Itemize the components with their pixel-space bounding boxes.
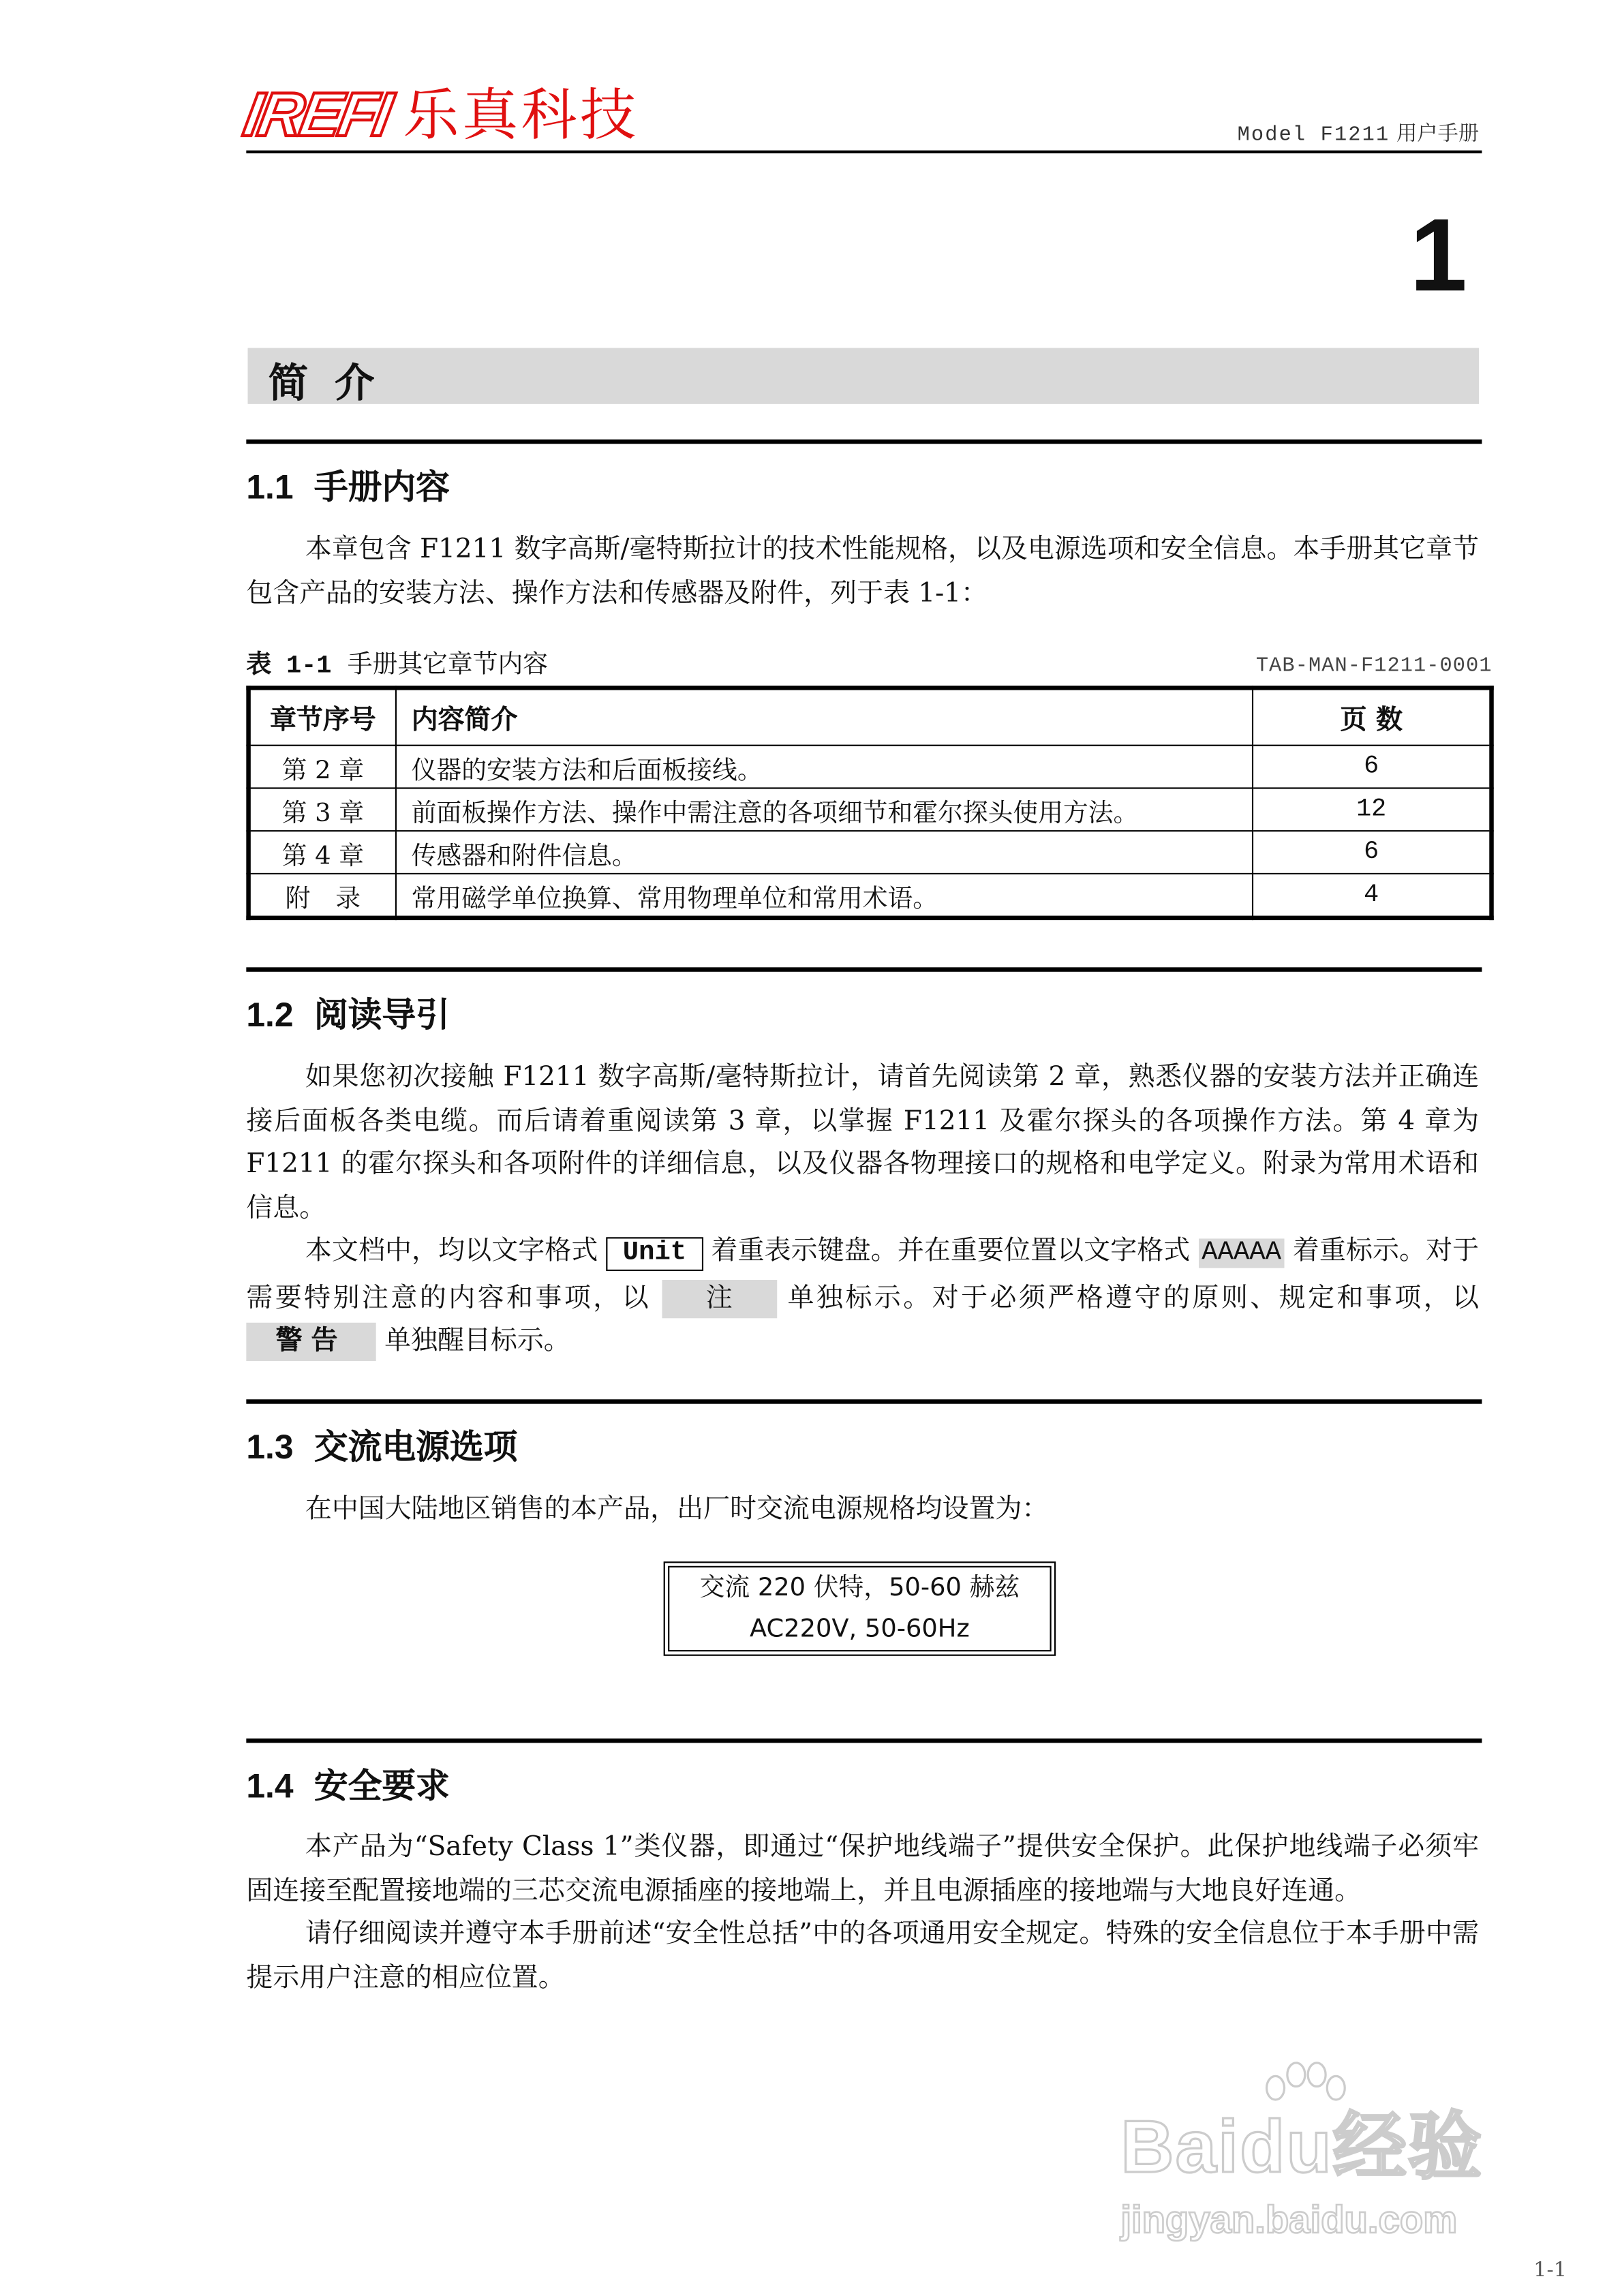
section-1-1-body [246,528,1479,615]
section-heading-1-4 [246,1764,450,1809]
company-logo [239,79,639,149]
paragraph [246,1229,1479,1363]
section-1-2-body [246,1056,1479,1363]
cell-chapter: 第 2 章 [249,746,396,789]
table-number: 表 1-1 [246,653,332,682]
table-row [249,746,1492,789]
watermark-brand: Baidu经验 [1120,2105,1484,2188]
running-header [1238,118,1480,147]
section-heading-1-2 [246,992,450,1038]
section-number: 1.2 [246,995,294,1034]
cell-summary: 传感器和附件信息。 [396,831,1253,874]
section-divider [246,1399,1482,1403]
cell-pages: 6 [1253,746,1492,789]
section-title: 交流电源选项 [313,1428,518,1467]
text: 着重标示。对于需要特别注意的内容和事项，以 [246,1236,1480,1313]
watermark-url: jingyan.baidu.com [1120,2196,1458,2241]
highlight-format-sample: AAAAA [1199,1238,1285,1268]
cell-pages: 4 [1253,874,1492,918]
cell-chapter: 附 录 [249,874,396,918]
manual-label: 用户手册 [1396,122,1480,147]
section-1-3-body [246,1488,1479,1531]
cell-summary: 常用磁学单位换算、常用物理单位和常用术语。 [396,874,1253,918]
chapter-title-bar [247,348,1479,408]
cell-summary: 仪器的安装方法和后面板接线。 [396,746,1253,789]
paw-icon [1261,2062,1349,2106]
section-heading-1-1 [246,465,450,510]
table-row [249,788,1492,831]
section-number: 1.1 [246,467,294,506]
table-caption-text: 手册其它章节内容 [347,650,549,680]
logo-chinese-name: 乐真科技 [403,82,639,148]
paragraph: 请仔细阅读并遵守本手册前述“安全性总括”中的各项通用安全规定。特殊的安全信息位于本手册中需提示用户注意的相应位置。 [246,1918,1480,1993]
table-header-row [249,688,1492,745]
col-header-pages: 页 数 [1253,688,1492,745]
paragraph: 本产品为“Safety Class 1”类仪器，即通过“保护地线端子”提供安全保护。此保护地线端子必须牢固连接至配置接地端的三芯交流电源插座的接地端上，并且电源插座的接地端与大地良好连通。 [246,1831,1480,1906]
cell-pages: 12 [1253,788,1492,831]
paragraph: 如果您初次接触 F1211 数字高斯/毫特斯拉计，请首先阅读第 2 章，熟悉仪器的安装方法并正确连接后面板各类电缆。而后请着重阅读第 3 章，以掌握 F1211 及霍尔探头的各项操作方法。第 4 章为 F1211 的霍尔探头和各项附件的详细信息，以及仪器各物理接口的规格和电学定义。附录为常用术语和信息。 [246,1061,1480,1223]
section-title: 手册内容 [313,469,450,508]
chapter-title: 简介 [268,361,401,408]
text: 单独标示。对于必须严格遵守的原则、规定和事项，以 [787,1282,1480,1313]
table-row [249,874,1492,918]
logo-mark: IREFI [239,79,395,149]
text: 着重表示键盘。并在重要位置以文字格式 [711,1236,1191,1267]
text: 本文档中，均以文字格式 [305,1236,598,1267]
note-format-sample: 注 [662,1279,777,1317]
col-header-chapter: 章节序号 [249,688,396,745]
col-header-summary: 内容简介 [396,688,1253,745]
cell-summary: 前面板操作方法、操作中需注意的各项细节和霍尔探头使用方法。 [396,788,1253,831]
section-divider [246,967,1482,971]
model-label: Model F1211 [1237,123,1390,148]
table-code: TAB-MAN-F1211-0001 [1255,654,1493,679]
warning-format-sample: 警告 [246,1323,376,1361]
table-row [249,831,1492,874]
chapters-table [246,686,1493,920]
header-divider [246,151,1482,153]
keyboard-format-sample: Unit [607,1237,703,1271]
section-1-4-body [246,1826,1479,2000]
spec-line-english: AC220V, 50-60Hz [749,1614,970,1644]
table-caption [246,643,548,681]
section-title: 安全要求 [313,1768,450,1807]
page-number: 1-1 [1533,2259,1567,2283]
cell-chapter: 第 4 章 [249,831,396,874]
chapter-number: 1 [1409,197,1467,313]
section-title: 阅读导引 [313,996,450,1035]
paragraph: 在中国大陆地区销售的本产品，出厂时交流电源规格均设置为： [305,1493,1049,1525]
spec-line-chinese: 交流 220 伏特，50-60 赫兹 [699,1573,1020,1603]
cell-chapter: 第 3 章 [249,788,396,831]
paragraph: 本章包含 F1211 数字高斯/毫特斯拉计的技术性能规格，以及电源选项和安全信息。本手册其它章节包含产品的安装方法、操作方法和传感器及附件，列于表 1-1： [246,534,1480,609]
section-number: 1.4 [246,1766,294,1805]
section-divider [246,1739,1482,1743]
baidu-watermark [1120,2062,1518,2246]
section-divider [246,440,1482,444]
ac-power-spec-box [668,1566,1052,1651]
section-heading-1-3 [246,1424,517,1470]
text: 单独醒目标示。 [384,1326,570,1357]
section-number: 1.3 [246,1427,294,1466]
cell-pages: 6 [1253,831,1492,874]
